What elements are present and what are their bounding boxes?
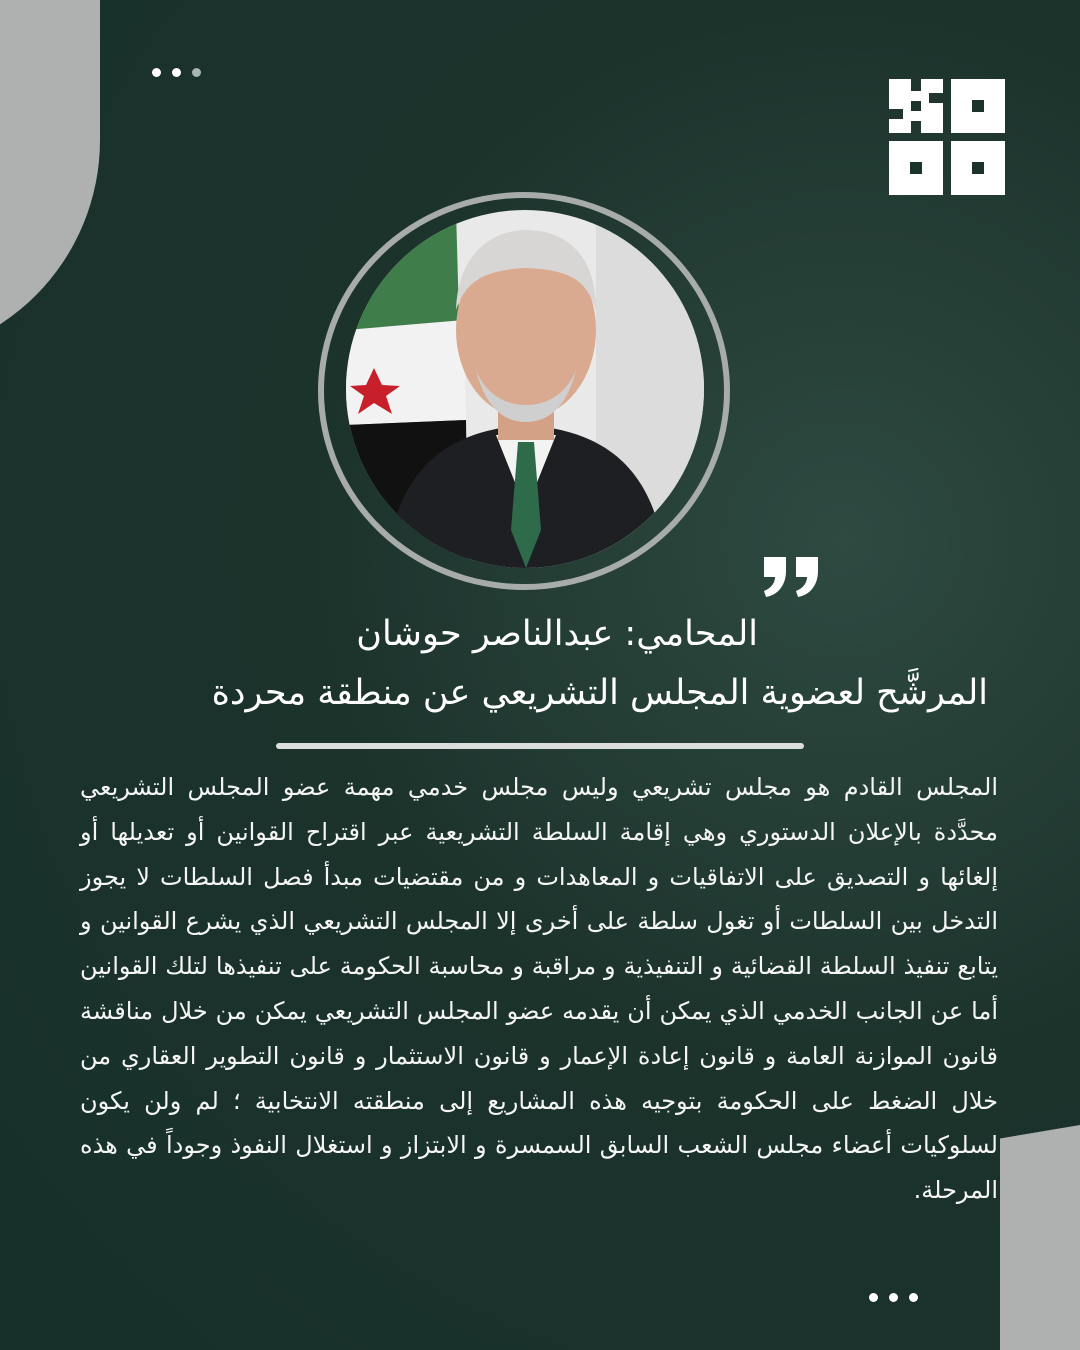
divider — [276, 743, 804, 749]
candidate-role: المرشَّح لعضوية المجلس التشريعي عن منطقة محردة — [211, 673, 988, 713]
corner-decoration-bottom-right — [1000, 1125, 1080, 1350]
headline — [88, 606, 988, 724]
quote-mark-icon — [760, 555, 822, 599]
portrait-photo-icon — [346, 210, 704, 568]
statement-paragraph: المجلس القادم هو مجلس تشريعي وليس مجلس خدمي مهمة عضو المجلس التشريعي محدَّدة بالإعلان الدستوري وهي إقامة السلطة التشريعية عبر اقتراح القوانين أو تعديلها أو إلغائها و التصديق على الاتفاقيات و المعاهدات و من مقتضيات مبدأ فصل السلطات لا يجوز التدخل بين السلطات أو تغول سلطة على أخرى إلا المجلس التشريعي الذي يشرع القوانين و يتابع تنفيذ السلطة القضائية و التنفيذية و مراقبة و محاسبة الحكومة على تنفيذها لتلك القوانين أما عن الجانب الخدمي الذي يمكن أن يقدمه عضو المجلس التشريعي يمكن من خلال مناقشة قانون الموازنة العامة و قانون إعادة الإعمار و قانون الاستثمار و قانون التطوير العقاري من خلال الضغط على الحكومة بتوجيه هذه المشاريع إلى منطقته الانتخابية ؛ لم ولن يكون لسلوكيات أعضاء مجلس الشعب السابق السمسرة و الابتزاز و استغلال النفوذ وجوداً في هذه المرحلة. — [80, 773, 998, 1205]
corner-decoration-top-left — [0, 0, 100, 360]
brand-logo-icon — [889, 79, 1005, 195]
candidate-name: المحامي: عبدالناصر حوشان — [356, 614, 758, 654]
dots-decoration-bottom — [869, 1293, 918, 1302]
dots-decoration-top — [152, 68, 201, 77]
statement-body — [80, 765, 998, 1213]
